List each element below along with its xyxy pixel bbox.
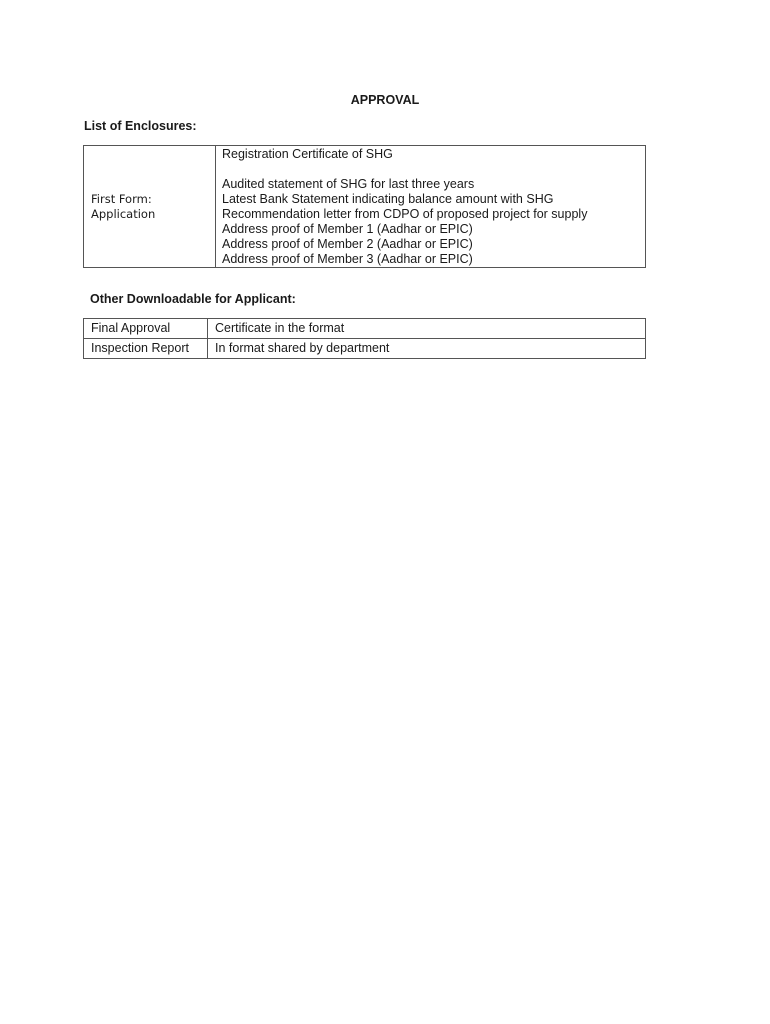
- table-row: [84, 339, 646, 359]
- download-description: Certificate in the format: [208, 319, 646, 339]
- document-title: APPROVAL: [350, 93, 420, 107]
- list-item: Address proof of Member 2 (Aadhar or EPIC): [222, 237, 473, 251]
- download-name: Final Approval: [84, 319, 208, 339]
- list-item: Recommendation letter from CDPO of proposed project for supply: [222, 207, 588, 221]
- list-item: Registration Certificate of SHG: [222, 147, 393, 161]
- download-name: Inspection Report: [84, 339, 208, 359]
- first-form-label-line1: First Form:: [91, 191, 152, 206]
- download-description: In format shared by department: [208, 339, 646, 359]
- list-item: Audited statement of SHG for last three years: [222, 177, 475, 191]
- enclosures-table: [83, 145, 646, 268]
- first-form-label-line2: Application: [91, 206, 156, 221]
- table-row: [84, 146, 646, 268]
- downloads-heading: Other Downloadable for Applicant:: [90, 292, 296, 306]
- list-item: Address proof of Member 1 (Aadhar or EPIC): [222, 222, 473, 236]
- first-form-label: [91, 192, 215, 222]
- list-item: Address proof of Member 3 (Aadhar or EPIC): [222, 252, 473, 266]
- list-item: Latest Bank Statement indicating balance amount with SHG: [222, 192, 554, 206]
- list-spacer: [222, 162, 645, 177]
- first-form-label-cell: [84, 146, 216, 268]
- table-row: [84, 319, 646, 339]
- enclosures-heading: List of Enclosures:: [84, 119, 197, 133]
- enclosure-items-cell: [216, 146, 646, 268]
- downloads-table: [83, 318, 646, 359]
